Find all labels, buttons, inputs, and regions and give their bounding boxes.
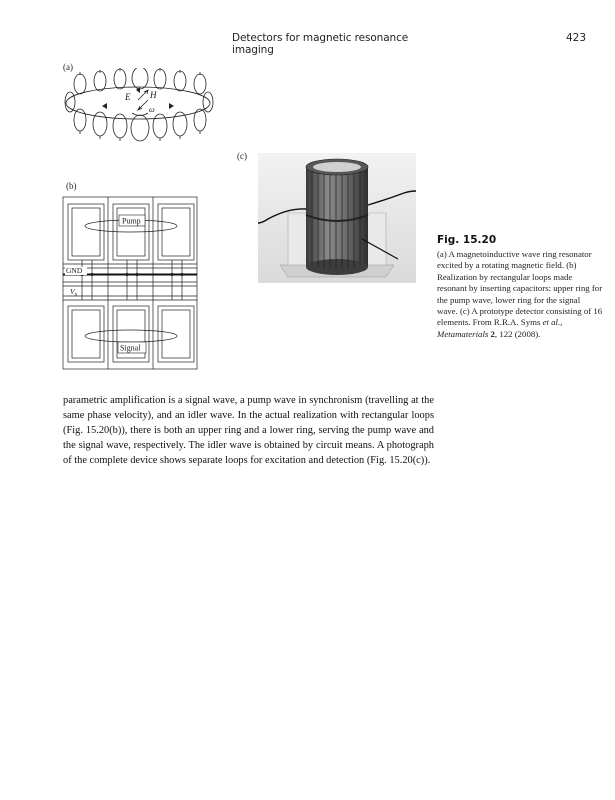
figure-panel-a-ring-resonator xyxy=(62,68,222,144)
panel-c-label: (c) xyxy=(237,151,247,161)
figure-caption xyxy=(437,234,603,340)
running-head-title: Detectors for magnetic resonance imaging xyxy=(232,32,409,56)
figure-panel-b-rectangular-loops xyxy=(62,196,198,370)
caption-etal: et al. xyxy=(542,317,561,328)
label-vb: $V_b$ xyxy=(70,287,78,298)
caption-title: Fig. 15.20 xyxy=(437,234,497,246)
caption-text-1: (a) A magnetoinductive wave ring resonator excited by a rotating magnetic field. (b) Realization by rectangular loops made resonant by inserting capacitors: upper ring for the pump wave, lower ring for the signal wave. (c) A prototype detector consisting of 16 elements. From R.R.A. Syms xyxy=(437,249,603,328)
label-E: E xyxy=(125,92,131,102)
caption-body xyxy=(437,249,603,340)
label-signal: Signal xyxy=(120,343,141,353)
page-number: 423 xyxy=(566,32,587,44)
panel-b-label: (b) xyxy=(66,181,77,191)
panel-a-label: (a) xyxy=(63,62,73,72)
caption-volume: 2 xyxy=(488,328,495,339)
label-pump: Pump xyxy=(122,216,141,226)
label-gnd: GND xyxy=(66,266,83,275)
label-H: H xyxy=(150,90,157,100)
caption-text-2: , 122 (2008). xyxy=(494,328,541,339)
label-omega: ω xyxy=(149,105,155,114)
figure-panel-c-prototype-photo xyxy=(258,153,416,283)
body-paragraph: parametric amplification is a signal wave, a pump wave in synchronism (travelling at the same phase velocity), and an idler wave. In the actual realization with rectangular loops (Fig. 15.20(b)), there is both an upper ring and a lower ring, serving the pump wave and the signal wave, respectively. The idler wave is obtained by circuit means. A photograph of the complete device shows separate loops for excitation and detection (Fig. 15.20(c)). xyxy=(63,395,434,467)
caption-journal: Metamaterials xyxy=(437,328,489,339)
caption-sep: , xyxy=(560,317,563,328)
ring-ellipse xyxy=(66,87,210,119)
